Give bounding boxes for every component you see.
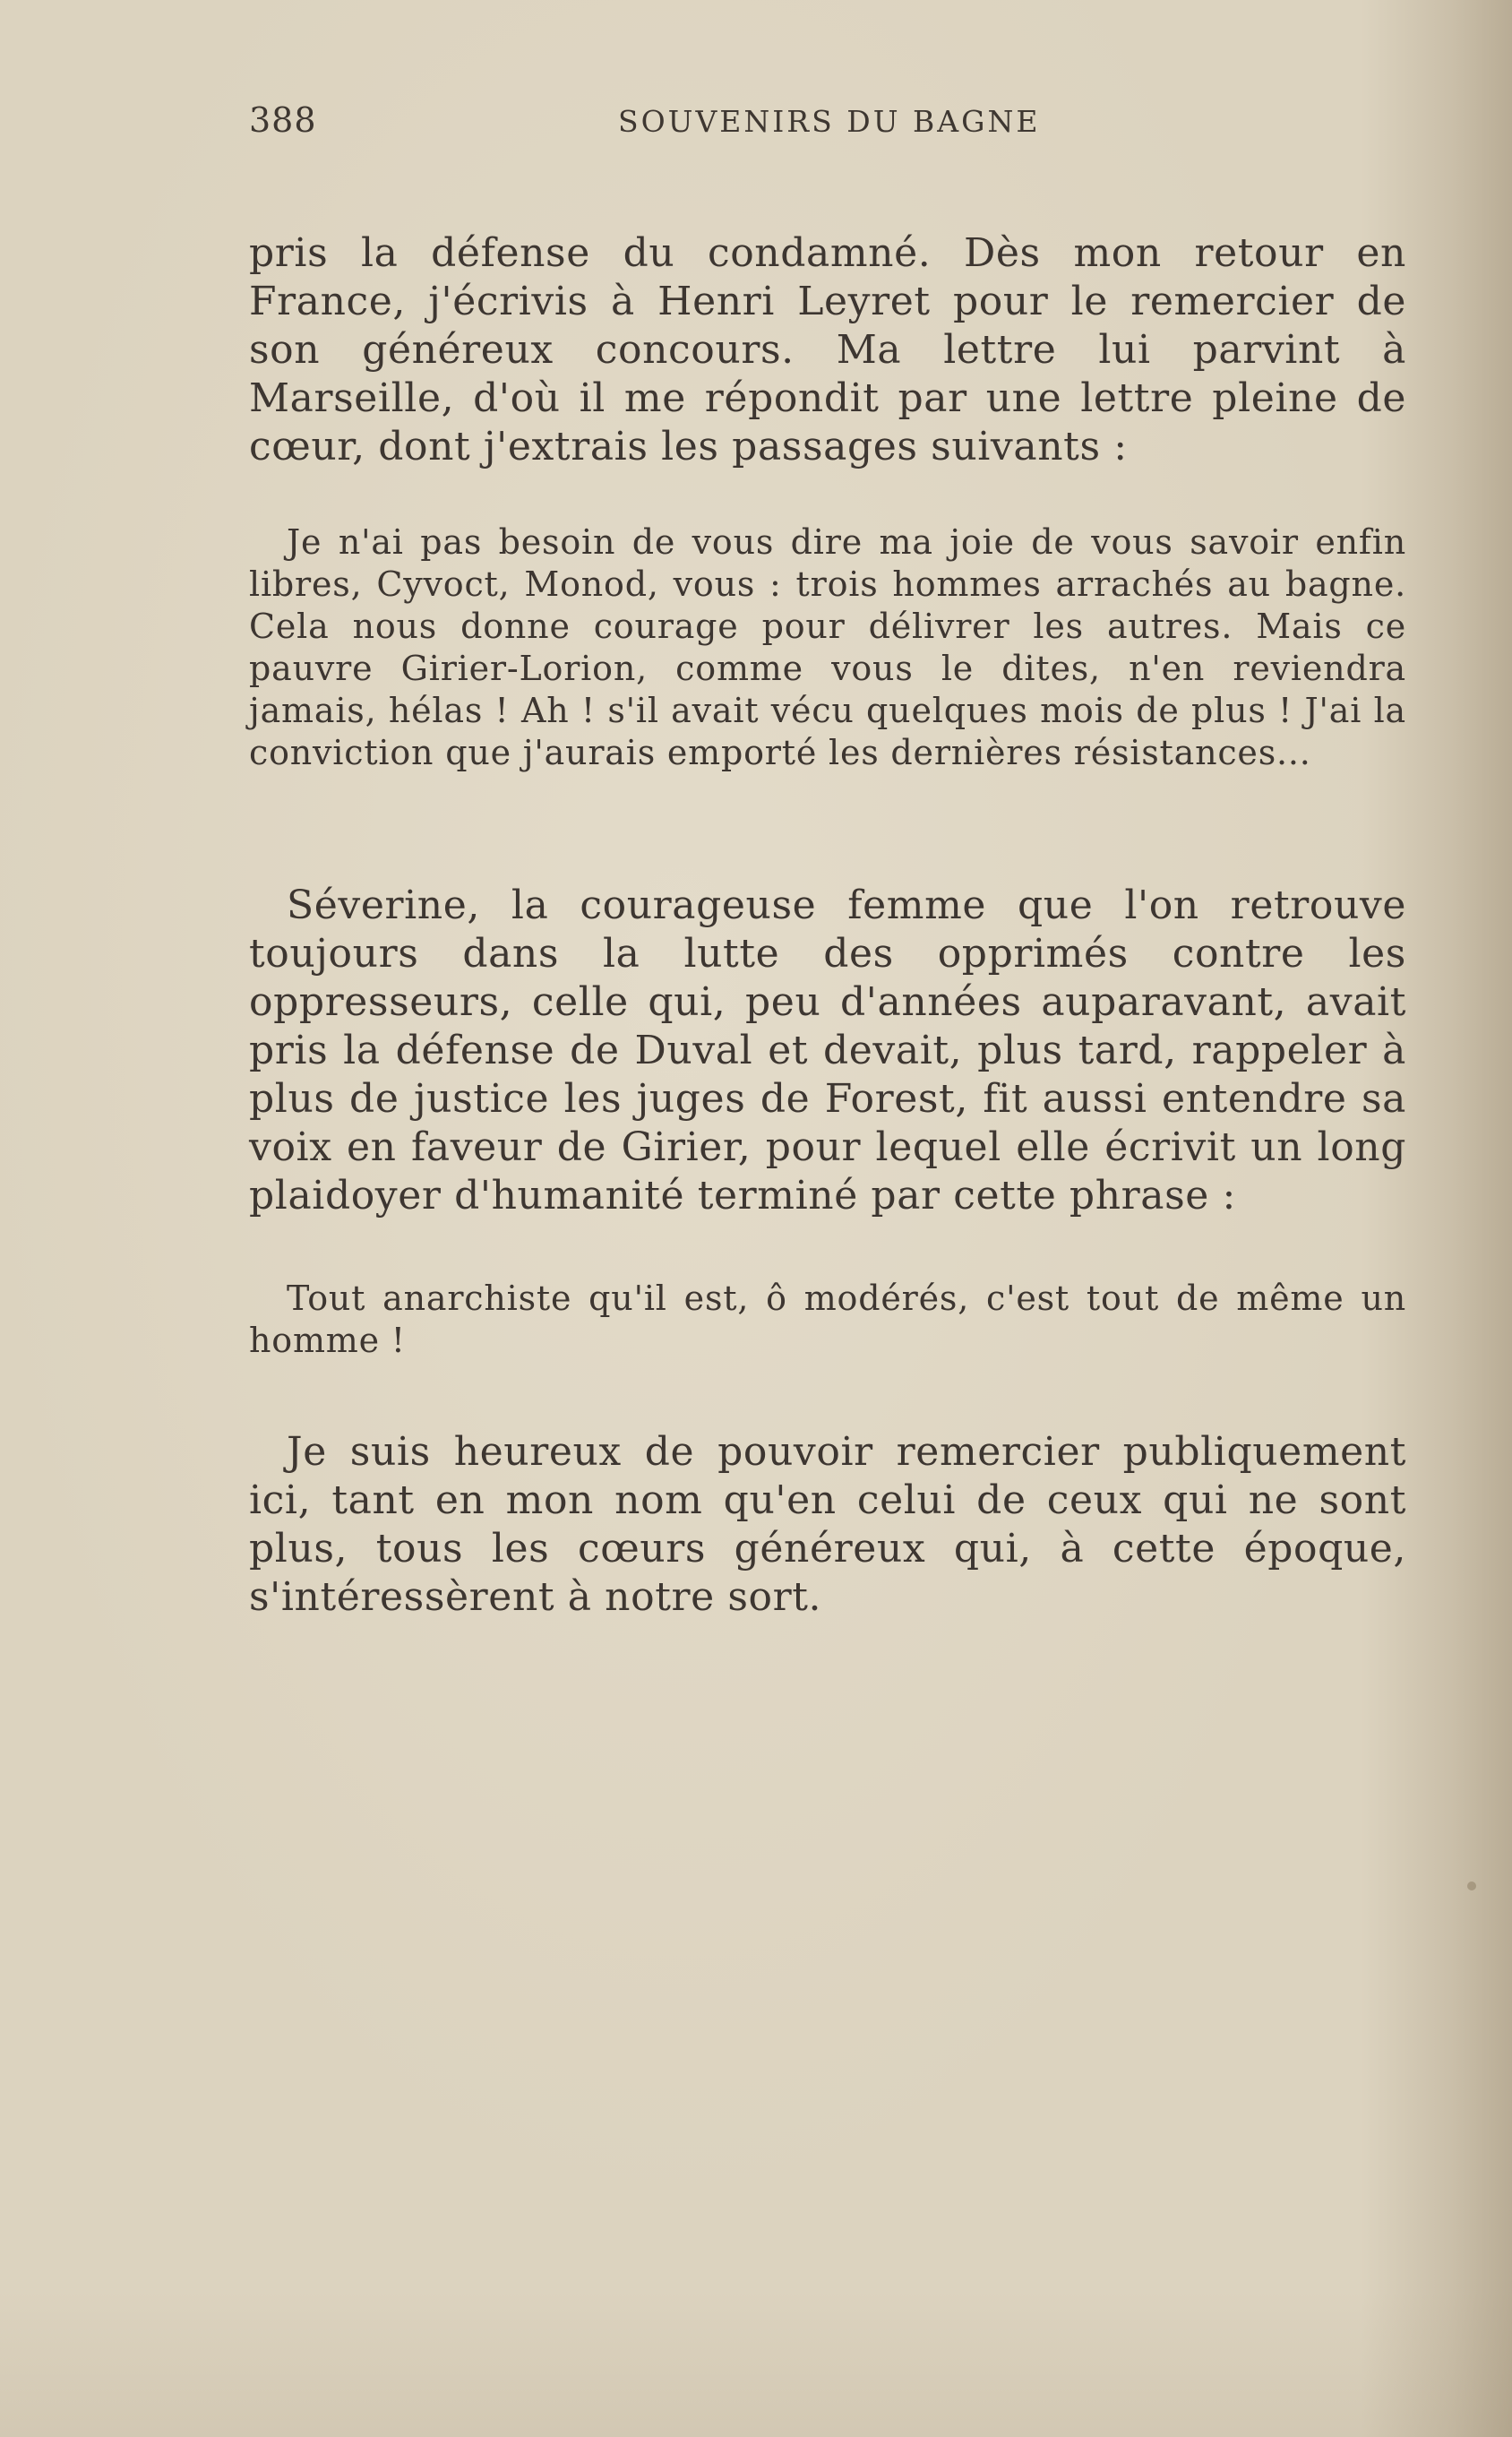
paragraph-thanks: Je suis heureux de pouvoir remercier publiquement ici, tant en mon nom qu'en celui de ceux qui ne sont plus, tous les cœurs généreux qui, à cette époque, s'intéressèrent à notre sort. bbox=[249, 1429, 1406, 1620]
running-title: SOUVENIRS DU BAGNE bbox=[618, 104, 1041, 139]
paper-speck bbox=[1467, 1882, 1476, 1890]
paragraph-severine: Séverine, la courageuse femme que l'on retrouve toujours dans la lutte des opprimés contre les oppresseurs, celle qui, peu d'années auparavant, avait pris la défense de Duval et devait, plus tard, rappeler à plus de justice les juges de Forest, fit aussi entendre sa voix en faveur de Girier, pour lequel elle écrivit un long plaidoyer d'humanité terminé par cette phrase : bbox=[249, 883, 1406, 1218]
quoted-phrase-severine: Tout anarchiste qu'il est, ô modérés, c'est tout de même un homme ! bbox=[249, 1279, 1406, 1360]
paragraph-1: pris la défense du condamné. Dès mon retour en France, j'écrivis à Henri Leyret pour le remercier de son généreux concours. Ma lettre lui parvint à Marseille, d'où il me répondit par une lettre pleine de cœur, dont j'extrais les passages suivants : bbox=[249, 230, 1406, 469]
page-number: 388 bbox=[249, 100, 317, 140]
quoted-letter-leyret: Je n'ai pas besoin de vous dire ma joie de vous savoir enfin libres, Cyvoct, Monod, vous : trois hommes arrachés au bagne. Cela nous donne courage pour délivrer les autres. Mais ce pauvre Girier-Lorion, comme vous le dites, n'en reviendra jamais, hélas ! Ah ! s'il avait vécu quelques mois de plus ! J'ai la conviction que j'aurais emporté les dernières résistances... bbox=[249, 522, 1406, 772]
page-header bbox=[249, 100, 1413, 145]
